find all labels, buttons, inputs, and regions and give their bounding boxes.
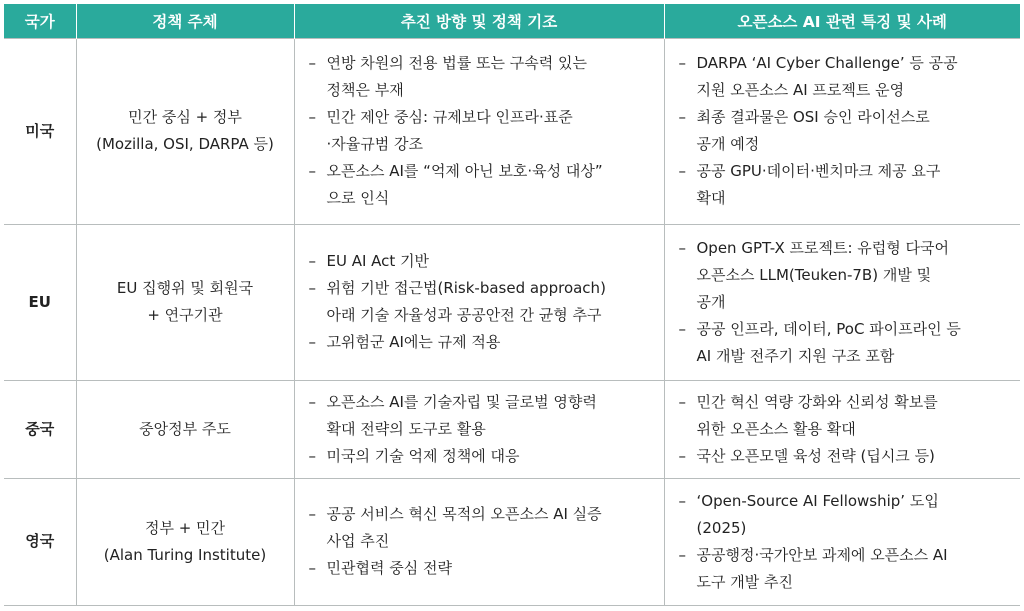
table-row bbox=[4, 478, 1020, 605]
actor-line: 정부 + 민간 bbox=[144, 518, 226, 537]
country-cell: 중국 bbox=[4, 380, 76, 478]
actor-cell bbox=[76, 380, 294, 478]
list-item: – Open GPT-X 프로젝트: 유럽형 다국어 오픈소스 LLM(Teuken-7B) 개발 및 공개 bbox=[679, 235, 1015, 316]
country-cell: EU bbox=[4, 224, 76, 380]
actor-line: (Alan Turing Institute) bbox=[103, 545, 267, 564]
country-cell: 영국 bbox=[4, 478, 76, 605]
table-row bbox=[4, 224, 1020, 380]
list-item: – 공공 GPU·데이터·벤치마크 제공 요구 확대 bbox=[679, 158, 1015, 212]
direction-cell bbox=[294, 224, 664, 380]
country-cell: 미국 bbox=[4, 38, 76, 224]
features-cell bbox=[664, 380, 1020, 478]
features-list bbox=[679, 50, 1015, 212]
header-features: 오픈소스 AI 관련 특징 및 사례 bbox=[664, 4, 1020, 38]
direction-list bbox=[309, 50, 658, 212]
direction-list bbox=[309, 501, 658, 582]
direction-cell bbox=[294, 38, 664, 224]
table-row bbox=[4, 380, 1020, 478]
list-item: – DARPA ‘AI Cyber Challenge’ 등 공공 지원 오픈소스 AI 프로젝트 운영 bbox=[679, 50, 1015, 104]
list-item: – 최종 결과물은 OSI 승인 라이선스로 공개 예정 bbox=[679, 104, 1015, 158]
actor-line: 중앙정부 주도 bbox=[139, 419, 231, 438]
actor-line: 민간 중심 + 정부 bbox=[128, 108, 242, 126]
policy-comparison-table bbox=[4, 4, 1020, 606]
list-item: – 오픈소스 AI를 기술자립 및 글로벌 영향력 확대 전략의 도구로 활용 bbox=[309, 389, 658, 443]
list-item: – EU AI Act 기반 bbox=[309, 248, 658, 275]
header-country: 국가 bbox=[4, 4, 76, 38]
list-item: – 위험 기반 접근법(Risk-based approach) 아래 기술 자율성과 공공안전 간 균형 추구 bbox=[309, 275, 658, 329]
list-item: – 민간 제안 중심: 규제보다 인프라·표준 ·자율규범 강조 bbox=[309, 104, 658, 158]
list-item: – ‘Open-Source AI Fellowship’ 도입 (2025) bbox=[679, 488, 1015, 542]
list-item: – 오픈소스 AI를 “억제 아닌 보호·육성 대상” 으로 인식 bbox=[309, 158, 658, 212]
list-item: – 국산 오픈모델 육성 전략 (딥시크 등) bbox=[679, 443, 1015, 470]
header-direction: 추진 방향 및 정책 기조 bbox=[294, 4, 664, 38]
list-item: – 민관협력 중심 전략 bbox=[309, 555, 658, 582]
table-header-row bbox=[4, 4, 1020, 38]
header-actor: 정책 주체 bbox=[76, 4, 294, 38]
actor-line: EU 집행위 및 회원국 bbox=[116, 279, 254, 297]
actor-line: (Mozilla, OSI, DARPA 등) bbox=[96, 135, 274, 153]
actor-cell bbox=[76, 478, 294, 605]
table-body bbox=[4, 38, 1020, 605]
features-cell bbox=[664, 38, 1020, 224]
actor-cell bbox=[76, 224, 294, 380]
actor-line: + 연구기관 bbox=[147, 306, 223, 324]
direction-list bbox=[309, 389, 658, 470]
features-list bbox=[679, 235, 1015, 370]
list-item: – 미국의 기술 억제 정책에 대응 bbox=[309, 443, 658, 470]
direction-cell bbox=[294, 478, 664, 605]
features-cell bbox=[664, 478, 1020, 605]
direction-cell bbox=[294, 380, 664, 478]
list-item: – 민간 혁신 역량 강화와 신뢰성 확보를 위한 오픈소스 활용 확대 bbox=[679, 389, 1015, 443]
list-item: – 고위험군 AI에는 규제 적용 bbox=[309, 329, 658, 356]
list-item: – 공공행정·국가안보 과제에 오픈소스 AI 도구 개발 추진 bbox=[679, 542, 1015, 596]
features-list bbox=[679, 488, 1015, 596]
list-item: – 공공 서비스 혁신 목적의 오픈소스 AI 실증 사업 추진 bbox=[309, 501, 658, 555]
list-item: – 공공 인프라, 데이터, PoC 파이프라인 등 AI 개발 전주기 지원 구조 포함 bbox=[679, 316, 1015, 370]
actor-cell bbox=[76, 38, 294, 224]
table-row bbox=[4, 38, 1020, 224]
features-list bbox=[679, 389, 1015, 470]
list-item: – 연방 차원의 전용 법률 또는 구속력 있는 정책은 부재 bbox=[309, 50, 658, 104]
features-cell bbox=[664, 224, 1020, 380]
direction-list bbox=[309, 248, 658, 356]
